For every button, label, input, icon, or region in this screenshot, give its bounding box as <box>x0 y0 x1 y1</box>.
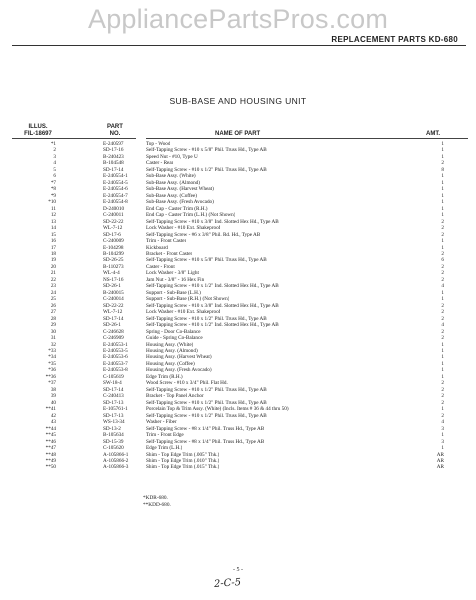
part-amount: 2 <box>441 302 444 309</box>
illus-number: 14 <box>50 225 56 232</box>
part-name: Self-Tapping Screw - #8 x 1/4" Phil. Truss Hd., Type AB <box>146 425 265 432</box>
part-name: Lock Washer - 3/8" Light <box>146 270 199 277</box>
part-amount: 2 <box>441 270 444 277</box>
part-amount: 1 <box>441 296 444 303</box>
part-name: Sub-Base Assy. (Fresh Avocado) <box>146 199 214 206</box>
table-row <box>0 464 476 470</box>
part-name: Bracket - Top Panel Anchor <box>146 393 204 400</box>
part-name: Guide - Spring Co-Balance <box>146 335 203 342</box>
part-name: Porcelain Top & Trim Assy. (White) (Incls. Items # 36 & 44 thru 50) <box>146 406 289 413</box>
part-amount: 1 <box>441 192 444 199</box>
part-name: Kickboard <box>146 244 168 251</box>
part-name: Self-Tapping Screw - #10 x 1/2" Phil. Truss Hd., Type AB <box>146 386 267 393</box>
illus-number: **45 <box>45 432 56 439</box>
part-amount: AR <box>436 451 444 458</box>
part-number: WS-13-34 <box>103 419 125 426</box>
part-amount: 2 <box>441 315 444 322</box>
part-number: E-240553-7 <box>103 360 128 367</box>
part-name: Self-Tapping Screw - #10 x 3/8" Ind. Slotted Hex Hd., Type AB <box>146 302 279 309</box>
column-header-part-line1: PART <box>107 124 123 130</box>
illus-number: 4 <box>53 160 56 167</box>
part-name: Support - Sub-Base (R.H.) (Not Shown) <box>146 296 230 303</box>
illus-number: *1 <box>50 141 56 147</box>
part-name: Lock Washer - #10 Ext. Shakeproof <box>146 309 221 316</box>
illus-number: **49 <box>45 457 56 464</box>
illus-number: 11 <box>51 205 56 212</box>
column-header-part-line2: NO. <box>109 130 121 137</box>
part-number: SD-17-13 <box>103 412 124 419</box>
handwritten-note: 2-C-5 <box>213 577 242 590</box>
part-amount: 2 <box>441 231 444 238</box>
part-amount: 1 <box>441 360 444 367</box>
part-name: Sub-Base Assy. (Coffee) <box>146 192 198 199</box>
part-amount: 1 <box>441 348 444 354</box>
part-name: Edge Trim (R.H.) <box>146 373 183 380</box>
illus-number: *10 <box>48 199 56 206</box>
part-name: End Cap - Caster Trim (L.H.) (Not Shown) <box>146 212 236 219</box>
part-name: Edge Trim (L.H.) <box>146 445 183 452</box>
part-name: Self-Tapping Screw - #10 x 1/2" Ind. Slotted Hex Hd., Type AB <box>146 322 279 329</box>
part-amount: 1 <box>441 406 444 413</box>
illus-number: 38 <box>50 386 56 393</box>
header-divider <box>12 45 466 46</box>
part-number: C-246909 <box>103 335 124 342</box>
part-amount: 1 <box>441 238 444 245</box>
part-name: Self-Tapping Screw - #10 x 1/2" Ind. Slotted Hex Hd., Type AB <box>146 283 279 290</box>
part-amount: 2 <box>441 225 444 232</box>
part-number: C-240009 <box>103 238 124 245</box>
part-amount: 2 <box>441 412 444 419</box>
part-number: NS-17-16 <box>103 276 124 283</box>
illus-number: 32 <box>50 341 56 348</box>
part-number: B-104299 <box>103 250 124 257</box>
part-name: Sub-Base Assy. (Harvest Wheat) <box>146 186 214 193</box>
part-amount: 1 <box>441 153 444 160</box>
part-number: WL-7-12 <box>103 309 123 316</box>
part-number: E-104298 <box>103 244 124 251</box>
part-name: Trim - Front Edge <box>146 432 184 439</box>
illus-number: 40 <box>50 399 56 406</box>
illus-number: 15 <box>50 231 56 238</box>
illus-number: *35 <box>48 360 56 367</box>
part-number: SD-15-39 <box>103 438 124 445</box>
part-amount: 8 <box>441 166 444 173</box>
part-name: Wood Screw - #10 x 3/4" Phil. Flat Hd. <box>146 380 228 387</box>
part-amount: 1 <box>441 244 444 251</box>
part-name: Self-Tapping Screw - #10 x 5/8" Phil. Truss Hd., Type AB <box>146 257 267 264</box>
part-amount: 2 <box>441 328 444 335</box>
part-number: E-240553-8 <box>103 367 128 374</box>
part-name: Support - Sub-Base (L.H.) <box>146 289 201 296</box>
illus-number: 31 <box>50 335 56 342</box>
illus-number: 2 <box>53 147 56 154</box>
column-header-illus <box>18 124 58 137</box>
illus-number: *33 <box>48 348 56 354</box>
part-amount: 3 <box>441 425 444 432</box>
part-number: E-240554-7 <box>103 192 128 199</box>
illus-number: **48 <box>45 451 56 458</box>
part-number: WL-7-12 <box>103 225 123 232</box>
part-number: B-105634 <box>103 432 124 439</box>
part-number: A-105866-1 <box>103 451 129 458</box>
part-amount: 2 <box>441 335 444 342</box>
part-number: E-240553-6 <box>103 354 128 361</box>
part-number: C-105620 <box>103 445 124 452</box>
part-name: End Cap - Caster Trim (R.H.) <box>146 205 208 212</box>
part-name: Shim - Top Edge Trim (.010" Thk.) <box>146 457 220 464</box>
part-name: Sub-Base Assy. (White) <box>146 173 196 180</box>
illus-number: **47 <box>45 445 56 452</box>
parts-list <box>0 141 476 471</box>
part-amount: 2 <box>441 276 444 283</box>
part-amount: 2 <box>441 218 444 225</box>
illus-number: 21 <box>50 270 56 277</box>
part-name: Speed Nut - #10, Type U <box>146 153 198 160</box>
part-number: SD-17-14 <box>103 386 124 393</box>
section-title: SUB-BASE AND HOUSING UNIT <box>169 96 307 106</box>
part-name: Housing Assy. (Coffee) <box>146 360 195 367</box>
illus-number: **44 <box>45 425 56 432</box>
part-amount: 2 <box>441 160 444 167</box>
part-number: E-240554-8 <box>103 199 128 206</box>
part-amount: 4 <box>441 419 444 426</box>
part-number: A-105866-3 <box>103 464 129 471</box>
illus-number: 24 <box>50 289 56 296</box>
part-number: D-240010 <box>103 205 125 212</box>
illus-number: 28 <box>50 315 56 322</box>
illus-number: **41 <box>45 406 56 413</box>
part-amount: 1 <box>441 445 444 452</box>
part-amount: 1 <box>441 432 444 439</box>
illus-number: 19 <box>50 257 56 264</box>
part-amount: 2 <box>441 263 444 270</box>
part-name: Housing Assy. (Harvest Wheat) <box>146 354 212 361</box>
illus-number: 30 <box>50 328 56 335</box>
illus-number: 42 <box>50 412 56 419</box>
illus-number: 12 <box>50 212 56 219</box>
part-name: Sub-Base Assy. (Almond) <box>146 179 200 186</box>
part-number: WL-4-4 <box>103 270 120 277</box>
part-number: E-240597 <box>103 141 124 147</box>
part-name: Self-Tapping Screw - #10 x 1/2" Phil. Truss Hd., Type AB <box>146 315 267 322</box>
part-name: Top - Wood <box>146 141 171 147</box>
part-number: E-240553-1 <box>103 341 128 348</box>
column-header-illus-line1: ILLUS. <box>28 124 48 130</box>
illus-number: 17 <box>50 244 56 251</box>
part-number: SW-18-4 <box>103 380 122 387</box>
part-number: C-246628 <box>103 328 124 335</box>
part-number: E-240554-6 <box>103 186 128 193</box>
part-amount: 4 <box>441 283 444 290</box>
part-name: Self-Tapping Screw - #10 x 5/8" Phil. Truss Hd., Type AB <box>146 147 267 154</box>
illus-number: 13 <box>50 218 56 225</box>
part-amount: 1 <box>441 199 444 206</box>
part-amount: 1 <box>441 173 444 180</box>
illus-number: 39 <box>50 393 56 400</box>
part-amount: 1 <box>441 212 444 219</box>
part-name: Self-Tapping Screw - #10 x 1/2" Phil. Truss Hd., Type AB <box>146 166 267 173</box>
column-header-name: NAME OF PART <box>215 131 261 137</box>
part-number: SD-26-1 <box>103 283 121 290</box>
column-header-illus-line2: FIL-18697 <box>24 130 52 137</box>
part-name: Self-Tapping Screw - #6 x 3/8" Phil. Rd. Hd., Type AB <box>146 231 261 238</box>
illus-number: 27 <box>50 309 56 316</box>
part-amount: 1 <box>441 205 444 212</box>
part-amount: 1 <box>441 354 444 361</box>
part-name: Spring - Door Co-Balance <box>146 328 201 335</box>
part-amount: 2 <box>441 399 444 406</box>
part-number: SD-17-14 <box>103 315 124 322</box>
part-number: SD-17-6 <box>103 231 121 238</box>
illus-number: 29 <box>50 322 56 329</box>
part-number: B-104548 <box>103 160 124 167</box>
column-header-part <box>100 124 130 137</box>
illus-number: 18 <box>50 250 56 257</box>
part-number: E-240553-5 <box>103 348 128 354</box>
illus-number: 26 <box>50 302 56 309</box>
part-number: B-240423 <box>103 153 124 160</box>
part-name: Housing Assy. (White) <box>146 341 194 348</box>
part-name: Caster - Rear <box>146 160 174 167</box>
part-name: Lock Washer - #10 Ext. Shakeproof <box>146 225 221 232</box>
part-name: Jam Nut - 3/8" - 16 Hex Fin <box>146 276 205 283</box>
part-amount: 1 <box>441 147 444 154</box>
part-number: A-105866-2 <box>103 457 129 464</box>
footnote-single-asterisk: *KDR-680. <box>143 495 168 501</box>
part-amount: 2 <box>441 380 444 387</box>
illus-number: *7 <box>50 179 56 186</box>
part-amount: 4 <box>441 322 444 329</box>
illus-number: **46 <box>45 438 56 445</box>
part-amount: 1 <box>441 289 444 296</box>
part-amount: 1 <box>441 141 444 147</box>
part-amount: 2 <box>441 386 444 393</box>
part-amount: AR <box>436 457 444 464</box>
part-amount: 3 <box>441 438 444 445</box>
part-name: Washer - Fiber <box>146 419 177 426</box>
illus-number: 20 <box>50 263 56 270</box>
illus-number: *9 <box>50 192 56 199</box>
part-name: Self-Tapping Screw - #10 x 1/2" Phil. Truss Hd., Type AB <box>146 412 267 419</box>
page-number: - 5 - <box>233 567 243 573</box>
footnote-double-asterisk: **KDD-680. <box>143 502 171 508</box>
part-name: Self-Tapping Screw - #8 x 1/4" Phil. Truss Hd., Type AB <box>146 438 265 445</box>
part-number: SD-22-22 <box>103 302 124 309</box>
part-number: B-110273 <box>103 263 124 270</box>
part-name: Trim - Front Caster <box>146 238 187 245</box>
part-name: Housing Assy. (Fresh Avocado) <box>146 367 212 374</box>
illus-number: 6 <box>53 173 56 180</box>
part-number: SD-13-2 <box>103 425 121 432</box>
illus-number: *8 <box>50 186 56 193</box>
part-number: SD-17-13 <box>103 399 124 406</box>
illus-number: 3 <box>53 153 56 160</box>
part-number: SD-17-14 <box>103 166 124 173</box>
part-number: E-240554-5 <box>103 179 128 186</box>
part-amount: AR <box>436 464 444 471</box>
illus-number: 16 <box>50 238 56 245</box>
part-name: Shim - Top Edge Trim (.005" Thk.) <box>146 451 220 458</box>
part-number: B-240015 <box>103 289 124 296</box>
illus-number: **50 <box>45 464 56 471</box>
illus-number: **36 <box>45 373 56 380</box>
illus-number: 22 <box>50 276 56 283</box>
part-amount: 2 <box>441 309 444 316</box>
part-number: SD-22-22 <box>103 218 124 225</box>
part-name: Bracket - Front Caster <box>146 250 193 257</box>
part-amount: 1 <box>441 367 444 374</box>
part-amount: 1 <box>441 186 444 193</box>
part-name: Housing Assy. (Almond) <box>146 348 198 354</box>
part-number: C-105619 <box>103 373 124 380</box>
part-number: SD-26-1 <box>103 322 121 329</box>
part-amount: 2 <box>441 393 444 400</box>
part-number: C-240011 <box>103 212 124 219</box>
column-header-underline <box>12 138 136 139</box>
illus-number: 25 <box>50 296 56 303</box>
column-header-underline <box>146 138 468 139</box>
part-amount: 2 <box>441 250 444 257</box>
illus-number: 23 <box>50 283 56 290</box>
part-name: Self-Tapping Screw - #10 x 1/2" Phil. Truss Hd., Type AB <box>146 399 267 406</box>
watermark: AppliancePartsPros.com <box>87 4 389 34</box>
illus-number: 5 <box>53 166 56 173</box>
part-name: Caster - Front <box>146 263 175 270</box>
part-amount: 1 <box>441 179 444 186</box>
part-number: E-240554-1 <box>103 173 128 180</box>
part-number: C-240413 <box>103 393 124 400</box>
part-amount: 6 <box>441 257 444 264</box>
illus-number: 43 <box>50 419 56 426</box>
part-number: E-105761-1 <box>103 406 128 413</box>
part-number: C-240014 <box>103 296 124 303</box>
column-header-amt: AMT. <box>426 131 440 137</box>
document-header-title: REPLACEMENT PARTS KD-680 <box>331 35 458 44</box>
part-number: SD-26-25 <box>103 257 124 264</box>
part-name: Shim - Top Edge Trim (.015" Thk.) <box>146 464 220 471</box>
part-amount: 1 <box>441 341 444 348</box>
part-amount: 1 <box>441 373 444 380</box>
part-name: Self-Tapping Screw - #10 x 3/8" Ind. Slotted Hex Hd., Type AB <box>146 218 279 225</box>
illus-number: *36 <box>48 367 56 374</box>
illus-number: *34 <box>48 354 56 361</box>
illus-number: *37 <box>48 380 56 387</box>
part-number: SD-17-16 <box>103 147 124 154</box>
